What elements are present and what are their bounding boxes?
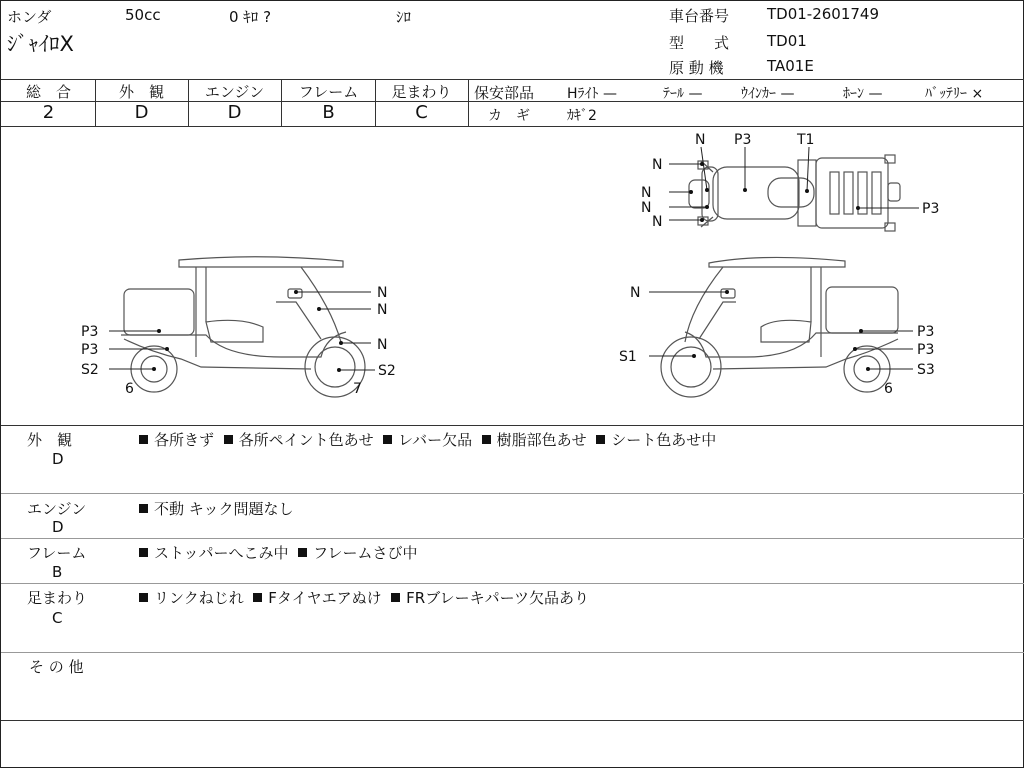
right-label-s3: S3 (917, 362, 935, 378)
top-view-scooter (689, 155, 900, 231)
left-label-tread: 7 (353, 381, 362, 397)
top-label-n: N (641, 185, 652, 201)
grade-exterior-label: 外 観 (118, 83, 164, 101)
mileage: 0 ｷﾛ ? (229, 8, 272, 26)
remark-category-frame: フレーム (27, 544, 87, 562)
divider (1, 583, 1024, 584)
right-label-tread: 6 (884, 381, 893, 397)
divider (1, 652, 1024, 653)
divider (1, 538, 1024, 539)
top-label-n: N (652, 157, 663, 173)
left-label-s2: S2 (378, 363, 396, 379)
divider (1, 493, 1024, 494)
divider (1, 79, 1024, 80)
model-name: ｼﾞｬｲﾛX (7, 32, 74, 56)
frame-no-label: 車台番号 (669, 7, 730, 25)
grade-exterior-value: D (134, 102, 149, 123)
remark-grade-exterior: D (52, 450, 64, 468)
grade-overall-value: 2 (42, 102, 55, 123)
right-label-p3: P3 (917, 324, 935, 340)
safety-item-winker: ｳｲﾝｶｰ — (741, 86, 795, 102)
key-value: ｶｷﾞ2 (567, 108, 597, 124)
top-label-p3: P3 (922, 201, 940, 217)
remark-grade-suspension: C (52, 609, 63, 627)
color: ｼﾛ (396, 8, 412, 26)
top-label-t1: T1 (797, 132, 815, 148)
safety-label: 保安部品 (474, 84, 535, 102)
remark-items-engine: 不動 キック問題なし (139, 498, 293, 519)
remark-grade-engine: D (52, 518, 64, 536)
remark-category-engine: エンジン (27, 500, 87, 518)
safety-item-battery: ﾊﾞｯﾃﾘｰ × (925, 86, 984, 102)
safety-item-horn: ﾎｰﾝ — (843, 86, 883, 102)
safety-item-tail: ﾃｰﾙ — (663, 86, 703, 102)
remark-category-other: そ の 他 (29, 658, 84, 676)
maker: ホンダ (7, 8, 52, 26)
type-value: TD01 (767, 32, 807, 50)
grade-engine-label: エンジン (204, 83, 265, 101)
grade-overall-label: 総 合 (25, 83, 71, 101)
divider (1, 720, 1024, 721)
left-label-p3: P3 (81, 324, 99, 340)
left-label-n: N (377, 302, 388, 318)
grade-suspension-value: C (415, 102, 428, 123)
left-side-view-scooter (121, 257, 365, 397)
top-label-n: N (695, 132, 706, 148)
grade-suspension-label: 足まわり (391, 83, 452, 101)
remark-items-exterior: 各所きず 各所ペイント色あせ レバー欠品 樹脂部色あせ シート色あせ中 (139, 429, 716, 450)
right-label-n: N (630, 285, 641, 301)
left-label-s2: S2 (81, 362, 99, 378)
frame-no: TD01-2601749 (767, 5, 880, 23)
grade-frame-value: B (322, 102, 335, 123)
right-label-s1: S1 (619, 349, 637, 365)
top-label-p3: P3 (734, 132, 752, 148)
left-label-n: N (377, 337, 388, 353)
right-side-view-scooter (661, 257, 898, 397)
remark-category-exterior: 外 観 (27, 431, 73, 449)
remark-items-suspension: リンクねじれ Fタイヤエアぬけ FRブレーキパーツ欠品あり (139, 587, 589, 608)
remark-items-frame: ストッパーへこみ中 フレームさび中 (139, 542, 418, 563)
divider (468, 79, 469, 126)
top-label-n: N (652, 214, 663, 230)
grade-frame-label: フレーム (298, 83, 359, 101)
engine-label: 原 動 機 (669, 59, 724, 77)
left-label-tread: 6 (125, 381, 134, 397)
key-label: カ ギ (488, 108, 530, 124)
right-label-p3: P3 (917, 342, 935, 358)
engine-value: TA01E (767, 57, 814, 75)
remark-grade-frame: B (52, 563, 63, 581)
type-label: 型 式 (669, 34, 730, 52)
grade-engine-value: D (227, 102, 242, 123)
remark-category-suspension: 足まわり (27, 589, 88, 607)
left-label-p3: P3 (81, 342, 99, 358)
damage-diagram (1, 127, 1024, 425)
left-label-n: N (377, 285, 388, 301)
safety-item-headlight: Hﾗｲﾄ — (567, 86, 617, 102)
top-label-n: N (641, 200, 652, 216)
displacement: 50cc (125, 6, 161, 24)
divider (1, 425, 1024, 426)
